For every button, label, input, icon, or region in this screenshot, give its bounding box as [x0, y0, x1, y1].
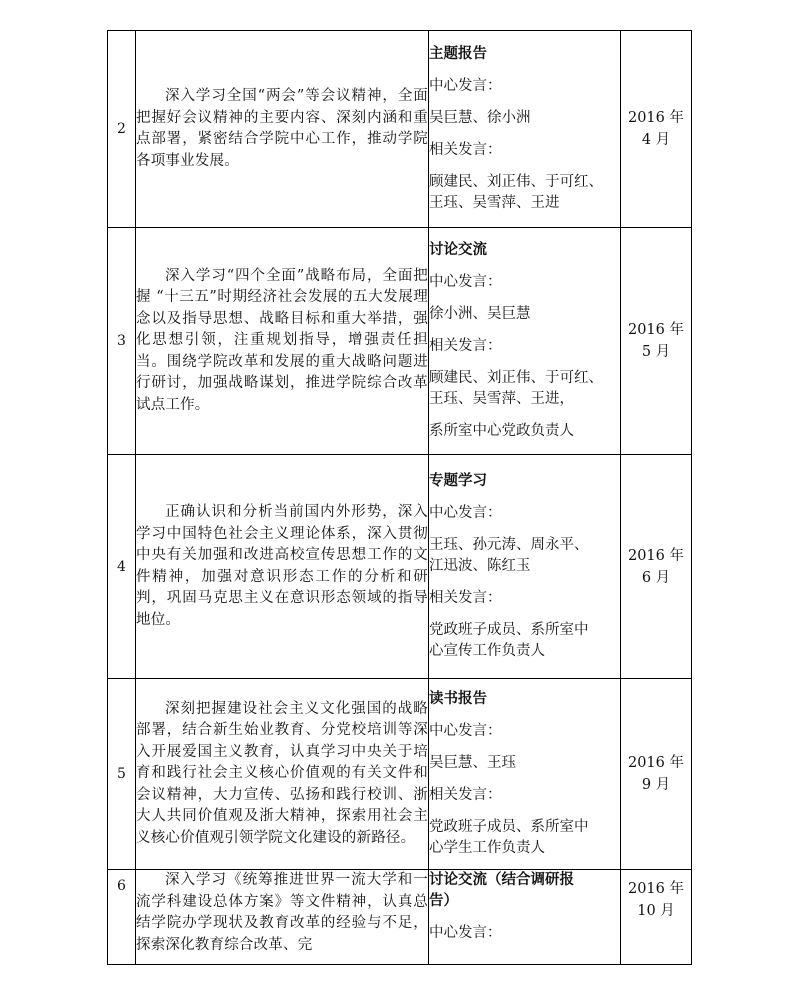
time-month: 4 月: [641, 132, 671, 148]
time-year: 2016 年: [627, 881, 684, 897]
form-title: 主题报告: [429, 46, 487, 62]
center-speakers: 江迅波、陈红玉: [429, 558, 531, 574]
time-month: 6 月: [641, 569, 671, 586]
time-year: 2016 年: [627, 322, 684, 338]
study-form: [429, 228, 621, 455]
related-speakers: 心学生工作负责人: [429, 840, 545, 856]
table-row: [108, 870, 692, 965]
row-number: 5: [108, 679, 136, 870]
center-speakers: 徐小洲、吴巨慧: [429, 306, 531, 322]
study-form: [429, 679, 621, 870]
related-speakers: 顾建民、刘正伟、于可红、: [429, 174, 603, 190]
table-row: [108, 679, 692, 870]
form-title: 讨论交流（结合调研报: [429, 872, 574, 888]
row-number: 3: [108, 228, 136, 455]
time-year: 2016 年: [627, 755, 684, 771]
related-speech-label: 相关发言：: [429, 787, 502, 803]
center-speakers: 吴巨慧、王珏: [429, 755, 516, 771]
time-month: 5 月: [641, 344, 671, 360]
table-row: [108, 455, 692, 679]
study-content: 深入学习全国“两会”等会议精神，全面把握好会议精神的主要内容、深刻内涵和重点部署，紧密结合学院中心工作，推动学院各项事业发展。: [136, 31, 429, 228]
table-row: [108, 31, 692, 228]
center-speech-label: 中心发言：: [429, 505, 502, 521]
study-time: [621, 870, 692, 965]
study-plan-table: [107, 30, 692, 965]
study-time: [621, 31, 692, 228]
time-year: 2016 年: [627, 547, 684, 564]
related-speakers: 党政班子成员、系所室中: [429, 622, 589, 638]
time-month: 10 月: [637, 903, 675, 919]
study-time: [621, 228, 692, 455]
study-form: [429, 455, 621, 679]
related-speakers: 王珏、吴雪萍、王进: [429, 195, 560, 211]
row-number: 6: [108, 870, 136, 965]
center-speech-label: 中心发言：: [429, 274, 502, 290]
form-title: 讨论交流: [429, 242, 487, 258]
study-form: [429, 31, 621, 228]
center-speakers: 吴巨慧、徐小洲: [429, 110, 531, 126]
time-month: 9 月: [641, 777, 671, 793]
study-content: 深入学习“四个全面”战略布局，全面把握 “十三五”时期经济社会发展的五大发展理念以及指导思想、战略目标和重大举措，强化思想引领，注重规划指导，增强责任担当。围绕学院改革和发展的重大战略问题进行研讨，加强战略谋划，推进学院综合改革试点工作。: [136, 228, 429, 455]
study-time: [621, 679, 692, 870]
study-form: [429, 870, 621, 965]
study-content: 正确认识和分析当前国内外形势，深入学习中国特色社会主义理论体系，深入贯彻中央有关加强和改进高校宣传思想工作的文件精神，加强对意识形态工作的分析和研判，巩固马克思主义在意识形态领域的指导地位。: [136, 455, 429, 679]
table-row: [108, 228, 692, 455]
row-number: 4: [108, 455, 136, 679]
related-speakers: 王珏、吴雪萍、王进，: [429, 391, 574, 407]
study-time: [621, 455, 692, 679]
related-speakers: 党政班子成员、系所室中: [429, 819, 589, 835]
related-speakers: 系所室中心党政负责人: [429, 423, 574, 439]
center-speech-label: 中心发言：: [429, 78, 502, 94]
time-year: 2016 年: [627, 110, 684, 126]
study-content: 深入学习《统筹推进世界一流大学和一流学科建设总体方案》等文件精神，认真总结学院办学现状及教育改革的经验与不足，探索深化教育综合改革、完: [136, 870, 429, 965]
center-speech-label: 中心发言：: [429, 723, 502, 739]
study-content: 深刻把握建设社会主义文化强国的战略部署，结合新生始业教育、分党校培训等深入开展爱国主义教育，认真学习中央关于培育和践行社会主义核心价值观的有关文件和会议精神，大力宣传、弘扬和践行校训、浙大人共同价值观及浙大精神，探索用社会主义核心价值观引领学院文化建设的新路径。: [136, 679, 429, 870]
related-speech-label: 相关发言：: [429, 142, 502, 158]
related-speech-label: 相关发言：: [429, 590, 502, 606]
row-number: 2: [108, 31, 136, 228]
center-speech-label: 中心发言：: [429, 925, 502, 941]
center-speakers: 王珏、孙元涛、周永平、: [429, 537, 589, 553]
related-speech-label: 相关发言：: [429, 338, 502, 354]
form-title: 专题学习: [429, 473, 487, 489]
form-title: 读书报告: [429, 691, 487, 707]
form-title: 告）: [429, 893, 458, 909]
related-speakers: 顾建民、刘正伟、于可红、: [429, 370, 603, 386]
related-speakers: 心宣传工作负责人: [429, 643, 545, 659]
